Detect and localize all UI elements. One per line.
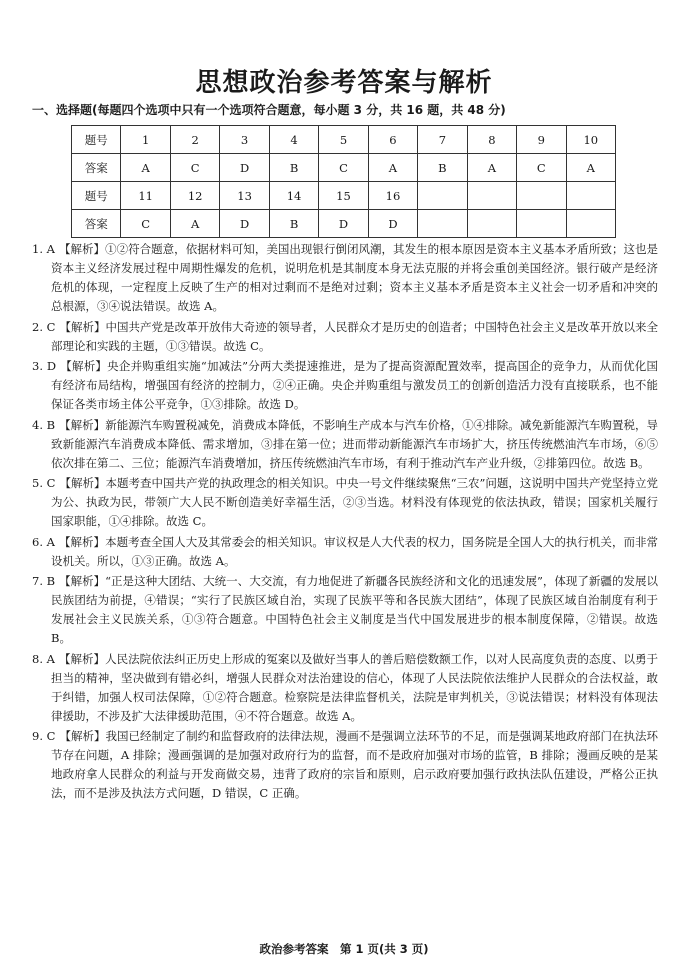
question-answer: 8. A	[32, 651, 55, 666]
table-cell	[418, 210, 467, 238]
analysis-tag: 【解析】	[58, 534, 106, 549]
table-cell: 12	[170, 182, 219, 210]
table-cell: 10	[566, 126, 615, 154]
analysis-text: 本题考查中国共产党的执政理念的相关知识。中央一号文件继续聚焦“三农”问题，这说明中国共产党坚持立党为公、执政为民，带领广大人民不断创造美好幸福生活，②③当选。材料没有体现党的依法执政，错误；国家机关履行国家职能，①④排除。故选 C。	[51, 476, 658, 528]
table-cell	[418, 182, 467, 210]
table-cell: 7	[418, 126, 467, 154]
table-cell: C	[170, 154, 219, 182]
table-cell	[566, 210, 615, 238]
table-cell: 11	[121, 182, 170, 210]
table-row	[72, 154, 616, 182]
table-cell: 8	[467, 126, 516, 154]
page-footer: 政治参考答案 第 1 页(共 3 页)	[259, 942, 429, 956]
analysis-tag: 【解析】	[59, 729, 106, 743]
table-row	[72, 126, 616, 154]
analysis-text: 我国已经制定了制约和监督政府的法律法规，漫画不是强调立法环节的不足，而是强调某地政府部门在执法环节存在问题，A 排除；漫画强调的是加强对政府行为的监督，而不是政府加强对市场的监管，B 排除；漫画反映的是某地政府拿人民群众的利益与开发商做交易，违背了政府的宗旨和原则，启示政府要加强行政执法队伍建设，严格公正执法，而不是涉及执法方式问题，D 错误，C 正确。	[51, 729, 658, 800]
table-cell: C	[517, 154, 566, 182]
table-row	[72, 182, 616, 210]
table-cell: 1	[121, 126, 170, 154]
analysis-text: ①②符合题意，依据材料可知，美国出现银行倒闭风潮，其发生的根本原因是资本主义基本矛盾所致；这也是资本主义经济发展过程中周期性爆发的危机，说明危机是其制度本身无法克服的并将会重创美国经济。银行破产是经济危机的体现，一定程度上反映了生产的相对过剩而不是绝对过剩；资本主义基本矛盾是资本主义社会一切矛盾和冲突的总根源，③④说法错误。故选 A。	[51, 242, 658, 313]
table-cell: D	[220, 210, 269, 238]
question-answer: 7. B	[32, 574, 56, 588]
analysis-text: 本题考查全国人大及其常委会的相关知识。审议权是人大代表的权力，国务院是全国人大的执行机关，而非常设机关。所以，①③正确。故选 A。	[51, 534, 658, 568]
table-row	[72, 210, 616, 238]
explanation-item	[32, 650, 658, 726]
question-answer: 4. B	[32, 417, 56, 432]
table-cell: C	[121, 210, 170, 238]
analysis-tag: 【解析】	[59, 319, 106, 334]
explanation-item	[32, 416, 658, 473]
table-row-header: 答案	[72, 210, 121, 238]
explanation-list	[32, 240, 658, 805]
table-cell: 16	[368, 182, 417, 210]
analysis-tag: 【解析】	[59, 476, 106, 490]
table-cell: A	[121, 154, 170, 182]
explanation-item	[32, 533, 658, 571]
page-title: 思想政治参考答案与解析	[195, 68, 493, 98]
table-cell: B	[269, 154, 318, 182]
table-row-header: 题号	[72, 126, 121, 154]
table-cell: 3	[220, 126, 269, 154]
question-answer: 5. C	[32, 476, 56, 490]
table-cell: 4	[269, 126, 318, 154]
table-cell	[566, 182, 615, 210]
table-cell	[517, 210, 566, 238]
table-cell: 5	[319, 126, 368, 154]
explanation-item	[32, 318, 658, 356]
table-row-header: 答案	[72, 154, 121, 182]
section-heading: 一、选择题(每题四个选项中只有一个选项符合题意，每小题 3 分，共 16 题，共 48 分)	[32, 103, 506, 117]
table-cell: 2	[170, 126, 219, 154]
analysis-text: 人民法院依法纠正历史上形成的冤案以及做好当事人的善后赔偿数额工作，以对人民高度负责的态度、以勇于担当的精神，坚决做到有错必纠，增强人民群众对法治建设的信心，体现了人民法院依法维护人民群众的合法权益，敢于纠错，加强人权司法保障，①②符合题意。检察院是法律监督机关，法院是审判机关，③说法错误；材料没有体现法律援助，不涉及扩大法律援助范围，④不符合题意。故选 A。	[51, 651, 658, 723]
analysis-tag: 【解析】	[59, 574, 106, 588]
table-cell: D	[368, 210, 417, 238]
table-cell: 14	[269, 182, 318, 210]
table-cell: 15	[319, 182, 368, 210]
question-answer: 2. C	[32, 319, 56, 334]
analysis-tag: 【解析】	[59, 417, 106, 432]
question-answer: 9. C	[32, 729, 56, 743]
table-cell	[517, 182, 566, 210]
table-cell: A	[566, 154, 615, 182]
analysis-tag: 【解析】	[58, 651, 106, 666]
table-cell: A	[368, 154, 417, 182]
explanation-item	[32, 357, 658, 414]
analysis-text: 中国共产党是改革开放伟大奇迹的领导者，人民群众才是历史的创造者；中国特色社会主义是改革开放以来全部理论和实践的主题，①③错误。故选 C。	[51, 319, 658, 353]
table-cell: B	[418, 154, 467, 182]
table-cell: 6	[368, 126, 417, 154]
analysis-tag: 【解析】	[58, 242, 106, 256]
analysis-tag: 【解析】	[60, 359, 108, 373]
table-cell	[467, 210, 516, 238]
answer-table	[71, 125, 616, 238]
table-cell: D	[220, 154, 269, 182]
analysis-text: 央企并购重组实施“加减法”分两大类提速推进，是为了提高资源配置效率，提高国企的竞争力，从而优化国有经济布局结构，增强国有经济的控制力，②④正确。央企并购重组与激发员工的创新创造活力没有直接联系，也不能保证各类市场主体公平竞争，①③排除。故选 D。	[51, 359, 658, 411]
analysis-text: 新能源汽车购置税减免，消费成本降低，不影响生产成本与汽车价格，①④排除。减免新能源汽车购置税，导致新能源汽车消费成本降低、需求增加，③排在第一位；进而带动新能源汽车市场扩大，挤压传统燃油汽车市场，⑥⑤依次排在第二、三位；能源汽车消费增加，挤压传统燃油汽车市场，有利于推动汽车产业升级，②排第四位。故选 B。	[51, 417, 659, 470]
table-cell	[467, 182, 516, 210]
table-cell: 9	[517, 126, 566, 154]
explanation-item	[32, 240, 658, 316]
table-cell: A	[170, 210, 219, 238]
table-cell: B	[269, 210, 318, 238]
table-cell: C	[319, 154, 368, 182]
explanation-item	[32, 727, 658, 803]
question-answer: 6. A	[32, 534, 55, 549]
table-cell: 13	[220, 182, 269, 210]
table-row-header: 题号	[72, 182, 121, 210]
table-cell: A	[467, 154, 516, 182]
table-cell: D	[319, 210, 368, 238]
explanation-item	[32, 572, 658, 648]
analysis-text: “正是这种大团结、大统一、大交流，有力地促进了新疆各民族经济和文化的迅速发展”，体现了新疆的发展以民族团结为前提，④错误；“实行了民族区域自治，实现了民族平等和各民族大团结”，体现了民族区域自治制度有利于发展社会主义民族关系，①③符合题意。中国特色社会主义制度是当代中国发展进步的根本制度保障，②错误。故选 B。	[51, 574, 658, 645]
question-answer: 3. D	[32, 359, 57, 373]
question-answer: 1. A	[32, 242, 55, 256]
explanation-item	[32, 474, 658, 531]
